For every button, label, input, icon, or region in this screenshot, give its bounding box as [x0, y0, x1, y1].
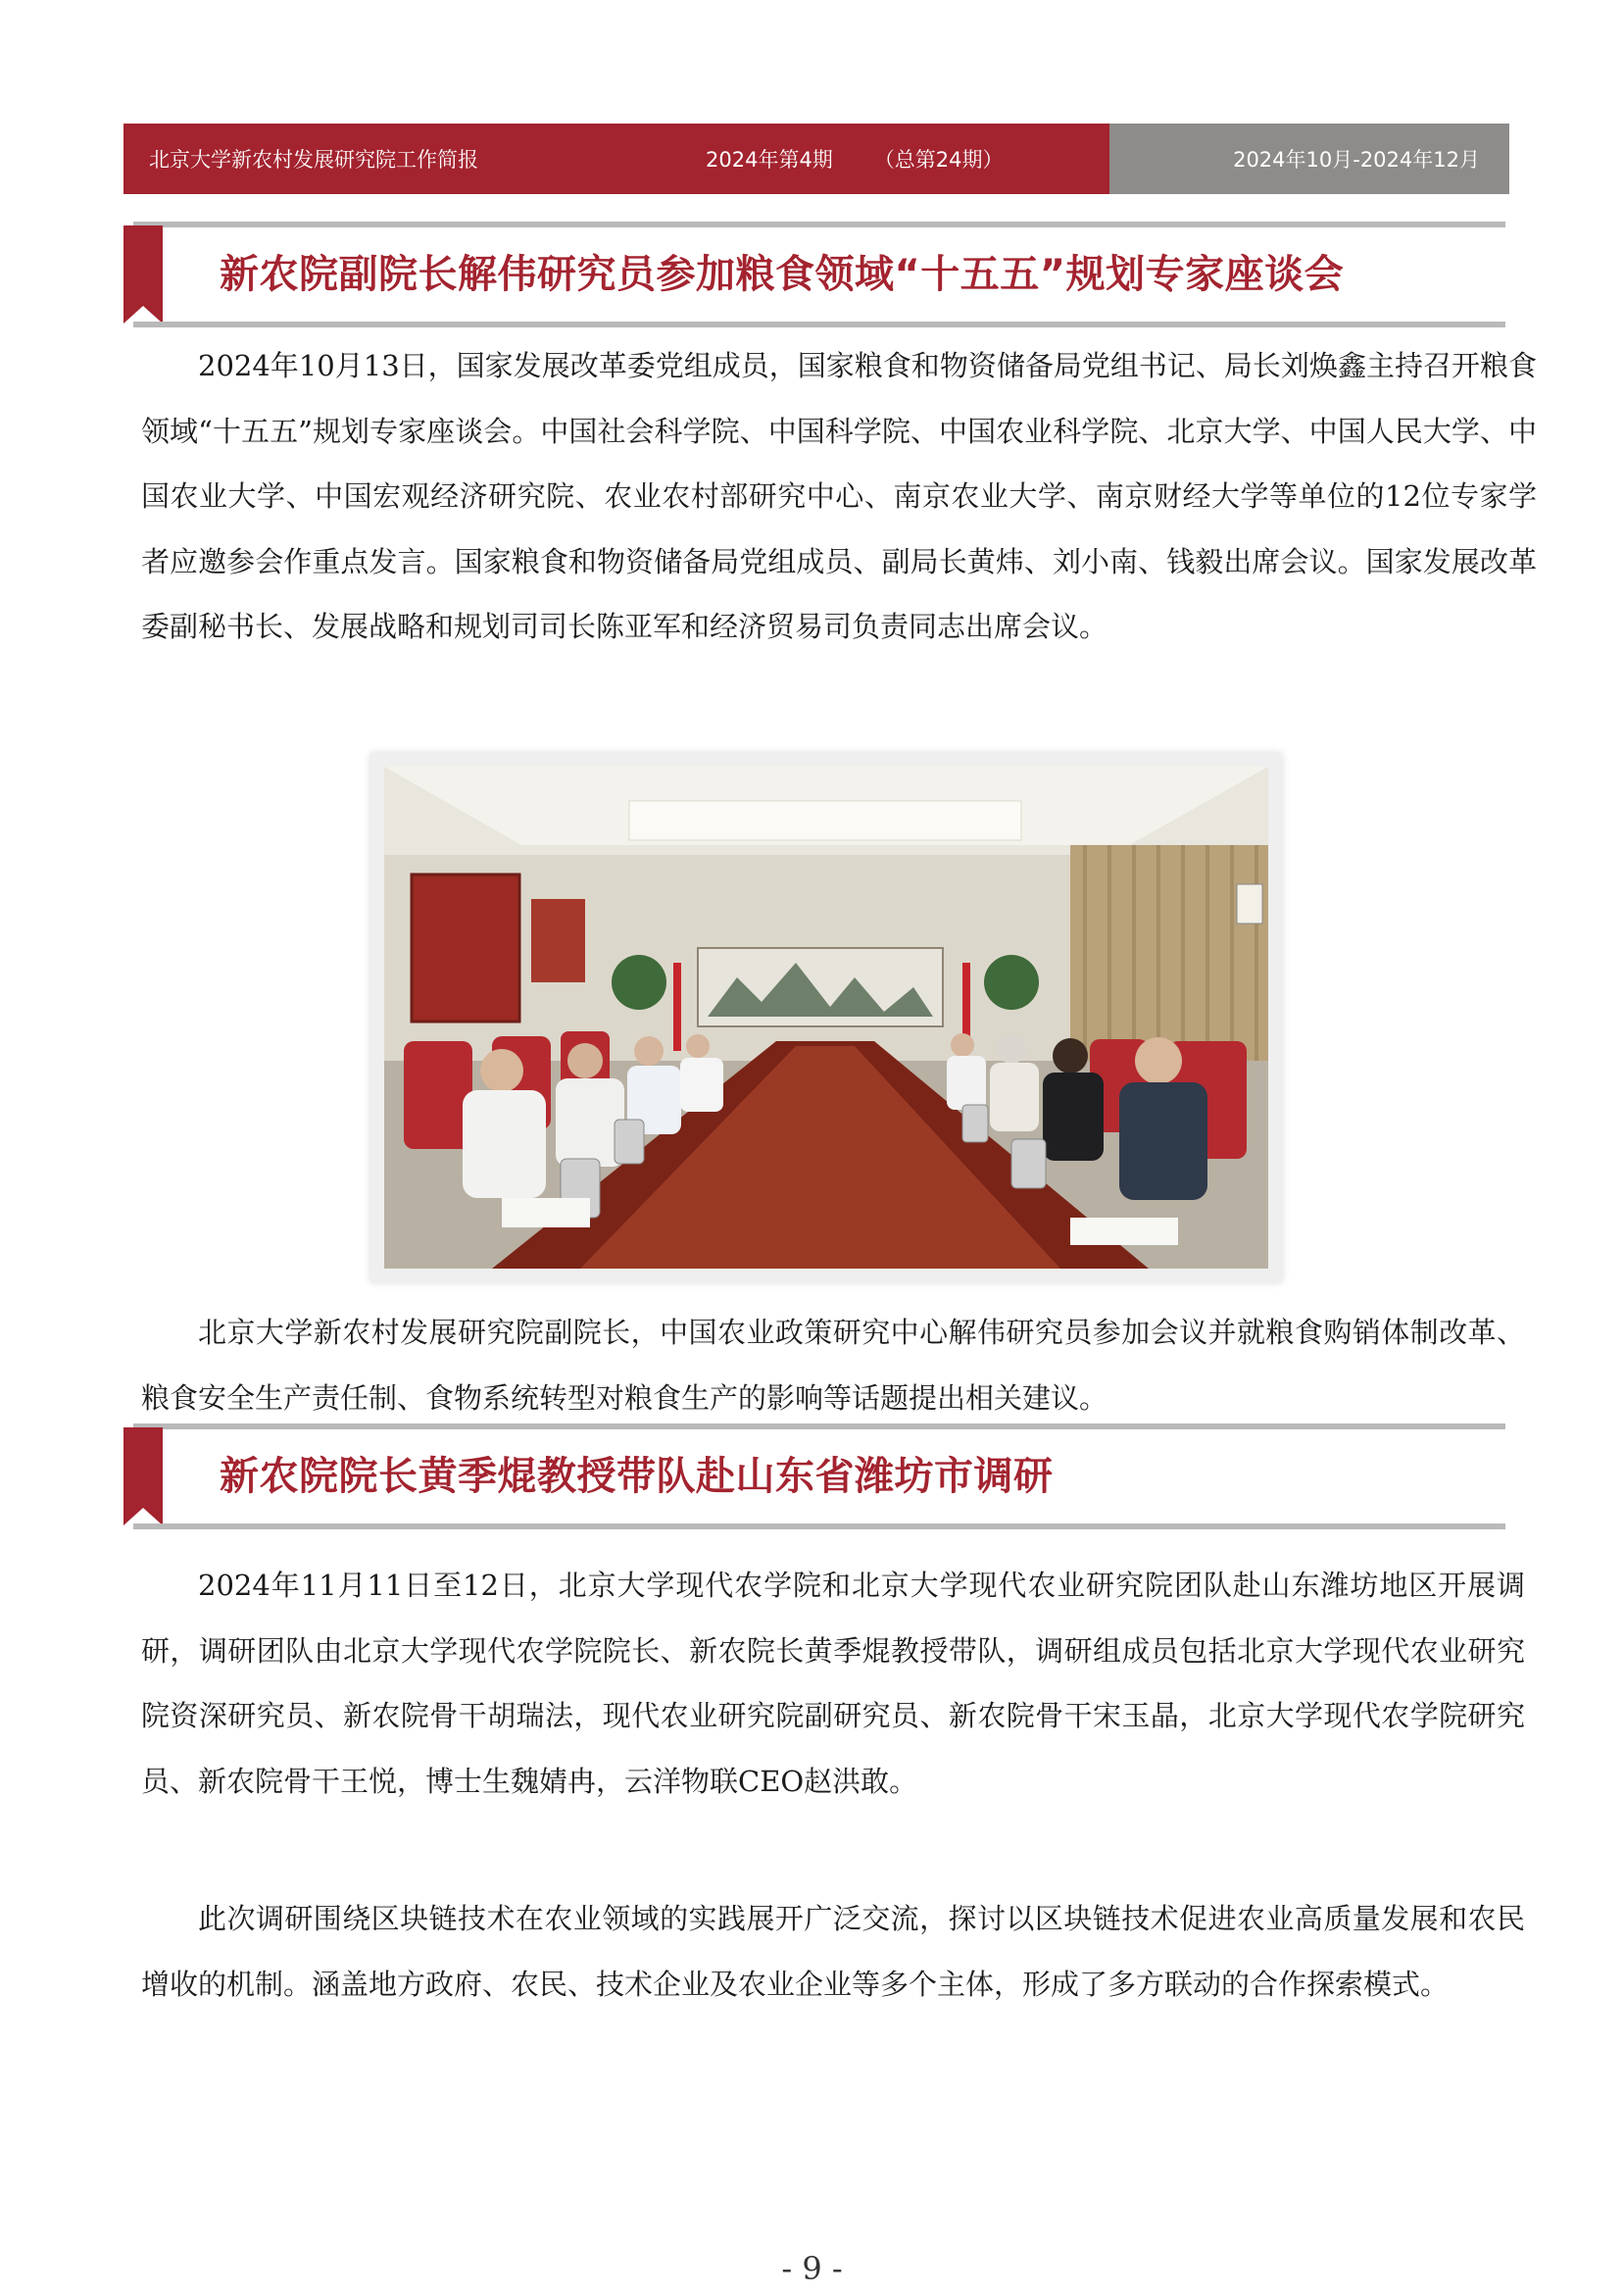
section-heading-1 [123, 222, 1505, 327]
header-publication-title: 北京大学新农村发展研究院工作简报 [149, 148, 478, 172]
section-heading-2-placeholder [123, 935, 1505, 1041]
header-gray-band [1109, 124, 1509, 194]
heading-top-rule [133, 1423, 1505, 1429]
page-header [123, 124, 1509, 194]
section1-paragraph-2: 北京大学新农村发展研究院副院长，中国农业政策研究中心解伟研究员参加会议并就粮食购销体制改革、粮食安全生产责任制、食物系统转型对粮食生产的影响等话题提出相关建议。 [141, 1316, 1525, 1415]
section-title-1: 新农院副院长解伟研究员参加粮食领域“十五五”规划专家座谈会 [220, 252, 1345, 297]
header-total-issue: （总第24期） [873, 148, 1004, 172]
section2-paragraph-2: 此次调研围绕区块链技术在农业领域的实践展开广泛交流，探讨以区块链技术促进农业高质量发展和农民增收的机制。涵盖地方政府、农民、技术企业及农业企业等多个主体，形成了多方联动的合作探索模式。 [141, 1902, 1525, 2001]
page-number: - 9 - [781, 2250, 843, 2287]
section-title-2: 新农院院长黄季焜教授带队赴山东省潍坊市调研 [220, 1454, 1054, 1499]
header-issue: 2024年第4期 [706, 148, 833, 172]
header-period: 2024年10月-2024年12月 [1233, 148, 1480, 172]
heading-bottom-rule [133, 1523, 1505, 1529]
section-heading-2 [123, 1423, 1505, 1529]
header-red-band [123, 124, 1109, 194]
section2-paragraph-1: 2024年11月11日至12日，北京大学现代农学院和北京大学现代农业研究院团队赴山东潍坊地区开展调研，调研团队由北京大学现代农学院院长、新农院长黄季焜教授带队，调研组成员包括北京大学现代农业研究院资深研究员、新农院骨干胡瑞法，现代农业研究院副研究员、新农院骨干宋玉晶，北京大学现代农学院研究员、新农院骨干王悦，博士生魏婧冉，云洋物联CEO赵洪敢。 [141, 1569, 1525, 1798]
heading-bottom-rule [133, 322, 1505, 327]
section1-paragraph-1: 2024年10月13日，国家发展改革委党组成员，国家粮食和物资储备局党组书记、局长刘焕鑫主持召开粮食领域“十五五”规划专家座谈会。中国社会科学院、中国科学院、中国农业科学院、北京大学、中国人民大学、中国农业大学、中国宏观经济研究院、农业农村部研究中心、南京农业大学、南京财经大学等单位的12位专家学者应邀参会作重点发言。国家粮食和物资储备局党组成员、副局长黄炜、刘小南、钱毅出席会议。国家发展改革委副秘书长、发展战略和规划司司长陈亚军和经济贸易司负责同志出席会议。 [141, 349, 1537, 643]
ribbon-icon [123, 1427, 163, 1525]
heading-top-rule [133, 222, 1505, 227]
ribbon-icon [123, 225, 163, 324]
